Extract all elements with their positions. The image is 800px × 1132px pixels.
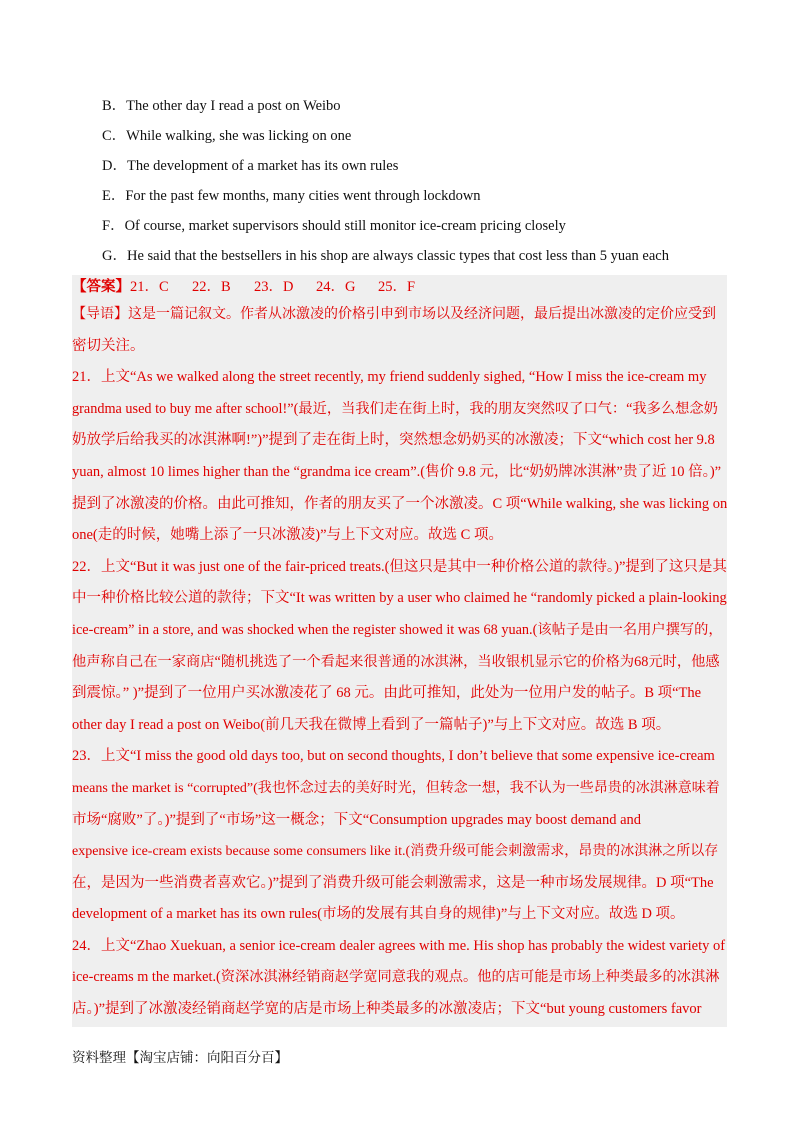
analysis-line: yuan, almost 10 limes higher than the “grandma ice cream”.(售价 9.8 元，比“奶奶牌冰淇淋”贵了近 10 倍。)” [72, 463, 722, 480]
option-e: E．For the past few months, many cities went through lockdown [102, 188, 481, 204]
analysis-line: 在，是因为一些消费者喜欢它。)”提到了消费升级可能会刺激需求，这是一种市场发展规律。D 项“The [72, 874, 714, 891]
answer-item: 21．C [130, 279, 169, 295]
analysis-text [72, 299, 727, 1026]
analysis-line: one(走的时候，她嘴上添了一只冰激凌)”与上下文对应。故选 C 项。 [72, 527, 503, 544]
option-c: C．While walking, she was licking on one [102, 128, 352, 144]
analysis-line: other day I read a post on Weibo(前几天我在微博上看到了一篇帖子)”与上下文对应。故选 B 项。 [72, 716, 671, 733]
answer-item: 25．F [378, 279, 416, 295]
analysis-line: 密切关注。 [72, 337, 145, 354]
analysis-line: ice-creams m the market.(资深冰淇淋经销商赵学宽同意我的观点。他的店可能是市场上种类最多的冰淇淋 [72, 969, 720, 986]
option-b: B．The other day I read a post on Weibo [102, 98, 341, 114]
analysis-line: 24．上文“Zhao Xuekuan, a senior ice-cream dealer agrees with me. His shop has probably the widest variety of [72, 937, 726, 954]
answer-options-list [102, 94, 782, 274]
answer-item: 22．B [192, 279, 231, 295]
analysis-line: 店。)”提到了冰激凌经销商赵学宽的店是市场上种类最多的冰激凌店；下文“but young customers favor [72, 1001, 702, 1018]
analysis-line: 奶放学后给我买的冰淇淋啊!”)”提到了走在街上时，突然想念奶奶买的冰激凌；下文“which cost her 9.8 [72, 432, 715, 449]
analysis-line: 23．上文“I miss the good old days too, but on second thoughts, I don’t believe that some expensive ice-cream [72, 748, 715, 765]
analysis-line: 提到了冰激凌的价格。由此可推知，作者的朋友买了一个冰激凌。C 项“While walking, she was licking on [72, 495, 727, 512]
analysis-line: grandma used to buy me after school!”(最近，当我们走在街上时，我的朋友突然叹了口气：“我多么想念奶 [72, 400, 718, 417]
answer-analysis-block [72, 275, 727, 1027]
analysis-line: 21．上文“As we walked along the street recently, my friend suddenly sighed, “How I miss the ice-cream my [72, 369, 707, 386]
option-d: D．The development of a market has its own rules [102, 158, 399, 174]
analysis-line: 到震惊。” )”提到了一位用户买冰激凌花了 68 元。由此可推知，此处为一位用户发的帖子。B 项“The [72, 685, 702, 702]
analysis-line: 他声称自己在一家商店“随机挑选了一个看起来很普通的冰淇淋，当收银机显示它的价格为68元时，他感 [72, 653, 720, 670]
answer-key-line [72, 275, 727, 299]
answer-label: 【答案】 [72, 279, 130, 295]
analysis-line: 【导语】这是一篇记叙文。作者从冰激凌的价格引申到市场以及经济问题，最后提出冰激凌的定价应受到 [72, 307, 716, 322]
analysis-line: 市场“腐败”了。)”提到了“市场”这一概念；下文“Consumption upgrades may boost demand and [72, 811, 642, 828]
footer-source-note: 资料整理【淘宝店铺：向阳百分百】 [72, 1050, 288, 1066]
analysis-line: 中一种价格比较公道的款待；下文“It was written by a user who claimed he “randomly picked a plain-looking [72, 590, 727, 607]
analysis-line: expensive ice-cream exists because some consumers like it.(消费升级可能会刺激需求，昂贵的冰淇淋之所以存 [72, 844, 719, 860]
analysis-line: development of a market has its own rules(市场的发展有其自身的规律)”与上下文对应。故选 D 项。 [72, 906, 685, 923]
analysis-line: ice-cream” in a store, and was shocked when the register showed it was 68 yuan.(该帖子是由一名用户撰写的， [72, 621, 723, 638]
option-f: F．Of course, market supervisors should still monitor ice-cream pricing closely [102, 218, 566, 234]
analysis-line: 22．上文“But it was just one of the fair-priced treats.(但这只是其中一种价格公道的款待。)”提到了这只是其 [72, 558, 727, 575]
answer-item: 24．G [316, 279, 356, 295]
analysis-line: means the market is “corrupted”(我也怀念过去的美好时光，但转念一想，我不认为一些昂贵的冰淇淋意味着 [72, 780, 720, 796]
answer-item: 23．D [254, 279, 294, 295]
option-g: G．He said that the bestsellers in his shop are always classic types that cost less than 5 yuan each [102, 248, 669, 264]
